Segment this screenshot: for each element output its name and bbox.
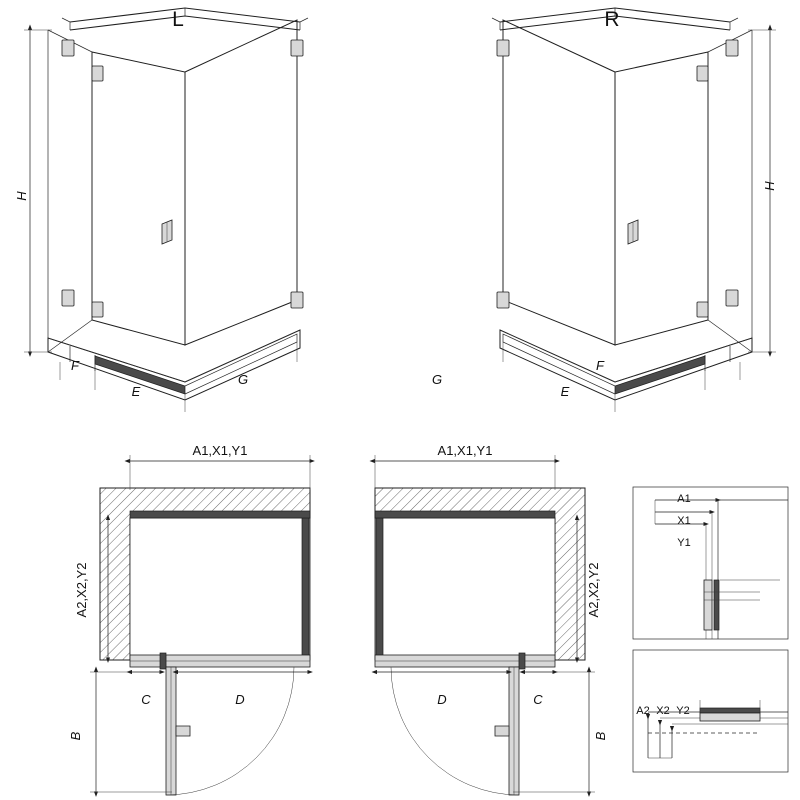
label-detail-x2: X2	[656, 705, 670, 717]
label-plan-right-top-dim: A1,X1,Y1	[437, 443, 493, 458]
label-base-g-right: G	[431, 372, 443, 387]
label-base-e-left: E	[131, 384, 141, 399]
label-plan-right-c: C	[533, 692, 543, 707]
label-detail-a2: A2	[636, 705, 650, 717]
label-plan-left-b: B	[68, 731, 83, 741]
label-base-e-right: E	[560, 384, 570, 399]
label-plan-left-d: D	[235, 692, 245, 707]
label-base-f-left: F	[71, 358, 79, 373]
label-detail-a1: A1	[677, 493, 691, 505]
label-variant-right: R	[604, 8, 620, 31]
view-plan-left	[90, 455, 310, 795]
detail-horizontal-measures	[633, 487, 788, 639]
label-plan-left-c: C	[141, 692, 151, 707]
view-plan-right	[375, 455, 595, 795]
label-detail-y1: Y1	[677, 537, 691, 549]
view-3d-left	[24, 8, 308, 412]
label-base-g-left: G	[237, 372, 249, 387]
view-3d-right	[492, 8, 776, 412]
label-plan-left-side-dim: A2,X2,Y2	[74, 562, 89, 618]
label-height-left: H	[14, 191, 29, 201]
label-detail-y2: Y2	[676, 705, 690, 717]
label-variant-left: L	[172, 8, 184, 31]
label-base-f-right: F	[596, 358, 604, 373]
label-plan-left-top-dim: A1,X1,Y1	[192, 443, 248, 458]
label-plan-right-b: B	[593, 731, 608, 741]
label-height-right: H	[762, 181, 777, 191]
label-plan-right-side-dim: A2,X2,Y2	[586, 562, 601, 618]
label-plan-right-d: D	[437, 692, 447, 707]
label-detail-x1: X1	[677, 515, 691, 527]
